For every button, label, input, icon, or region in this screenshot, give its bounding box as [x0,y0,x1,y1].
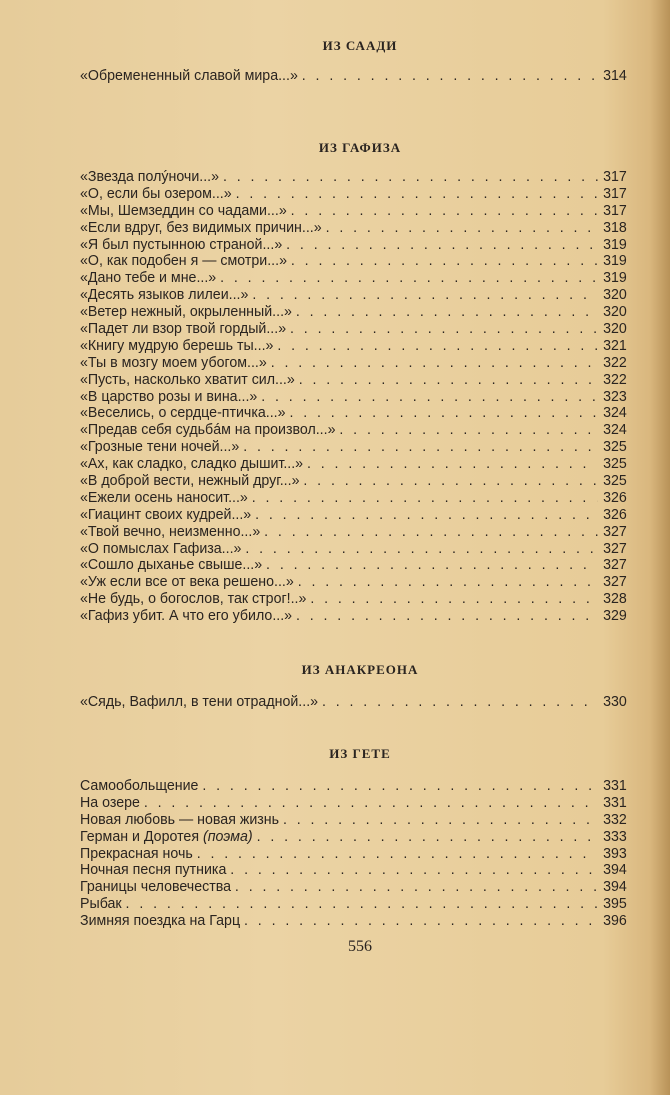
entry-title [80,338,277,355]
toc-entry [80,490,627,507]
entry-title [80,507,255,524]
entry-title [80,524,264,541]
toc-entry [80,913,627,930]
entry-note: (поэма) [202,828,253,845]
entry-title-text: Герман и Доротея [80,828,200,845]
dot-leader [252,490,597,507]
entry-title-text: «О, если бы озером...» [80,185,232,202]
entry-title-text: «В царство розы и вина...» [80,388,258,405]
dot-leader [283,812,597,829]
entry-page: 319 [603,236,627,253]
dot-leader [236,186,598,203]
entry-title [80,879,235,896]
entry-page: 327 [603,574,627,591]
dot-leader [261,389,597,406]
entry-title-text: «Твой вечно, неизменно...» [80,523,261,540]
toc-entry [80,389,627,406]
entry-page: 317 [603,185,627,202]
dot-leader [298,574,598,591]
entry-title-text: «Я был пустынною страной...» [80,236,283,253]
entry-page: 327 [603,540,627,557]
entry-title [80,68,302,85]
dot-leader [264,524,597,541]
entry-title-text: «Падет ли взор твой гордый...» [80,321,287,338]
toc-entry [80,896,627,913]
dot-leader [266,557,597,574]
dot-leader [296,304,597,321]
entry-page: 393 [603,845,627,862]
entry-title-text: «Книгу мудрую берешь ты...» [80,337,274,354]
entry-page: 320 [603,304,627,321]
entry-title [80,422,339,439]
entry-title-text: «Предав себя судьбáм на произвол...» [80,422,336,439]
entry-page: 329 [603,608,627,625]
entry-title-text: Прекрасная ночь [80,845,193,862]
toc-entry [80,778,627,795]
entry-page: 317 [603,202,627,219]
toc-list-anacreon [80,694,638,711]
entry-title [80,829,257,846]
entry-title [80,355,271,372]
entry-title [80,169,223,186]
toc-entry [80,795,627,812]
toc-entry [80,524,627,541]
dot-leader [286,237,597,254]
entry-title-text: «Мы, Шемзеддин со чадами...» [80,202,287,219]
entry-title [80,541,245,558]
dot-leader [252,287,597,304]
entry-page: 319 [603,253,627,270]
entry-title-text: «О помыслах Гафиза...» [80,540,242,557]
entry-page: 317 [603,169,627,185]
entry-page: 325 [603,439,627,456]
entry-title [80,203,291,220]
entry-title [80,574,298,591]
entry-title-text: Ночная песня путника [80,862,227,879]
entry-title [80,812,283,829]
dot-leader [326,220,598,237]
entry-page: 320 [603,287,627,304]
entry-title-text: «В доброй вести, нежный друг...» [80,473,300,490]
entry-title-text: «Обремененный славой мира...» [80,68,298,84]
entry-page: 327 [603,523,627,540]
entry-title-text: «Ты в мозгу моем убогом...» [80,354,267,371]
toc-entry [80,541,627,558]
section-heading: ИЗ СААДИ [322,38,398,53]
entry-page: 394 [603,879,627,896]
entry-title-text: «Ежели осень наносит...» [80,489,248,506]
dot-leader [310,591,597,608]
entry-title [80,186,236,203]
toc-list-goethe [80,778,638,930]
dot-leader [255,507,597,524]
entry-page: 318 [603,219,627,236]
toc-entry [80,253,627,270]
toc-entry [80,846,627,863]
entry-title-text: «Десять языков лилеи...» [80,287,249,304]
entry-title-text: «Не будь, о богослов, так строг!..» [80,591,307,608]
toc-entry [80,456,627,473]
toc-entry [80,507,627,524]
entry-title-text: «Грозные тени ночей...» [80,439,240,456]
entry-page: 319 [603,270,627,287]
section-heading: ИЗ ГАФИЗА [318,140,402,155]
entry-page: 324 [603,422,627,439]
toc-entry [80,422,627,439]
entry-title [80,473,303,490]
entry-title [80,287,252,304]
entry-title [80,862,230,879]
entry-title [80,237,286,254]
entry-page: 332 [603,811,627,828]
dot-leader [244,913,597,930]
entry-page: 321 [603,337,627,354]
toc-entry [80,220,627,237]
dot-leader [220,270,597,287]
toc-entry [80,237,627,254]
dot-leader [290,321,597,338]
entry-title [80,439,243,456]
toc-entry [80,812,627,829]
toc-entry [80,829,627,846]
entry-title-text: «Дано тебе и мне...» [80,270,217,287]
entry-title-text: «Ах, как сладко, сладко дышит...» [80,456,304,473]
dot-leader [223,169,597,186]
entry-title [80,405,289,422]
entry-page: 323 [603,388,627,405]
entry-title [80,490,252,507]
toc-entry [80,405,627,422]
section-heading: ИЗ ГЕТЕ [329,746,391,761]
entry-title [80,372,299,389]
entry-page: 324 [603,405,627,422]
dot-leader [197,846,598,863]
toc-entry [80,473,627,490]
entry-page: 333 [603,828,627,845]
entry-title-text: Зимняя поездка на Гарц [80,913,241,930]
dot-leader [291,253,597,270]
dot-leader [289,405,597,422]
entry-title [80,778,202,795]
entry-title [80,557,266,574]
page-number: 556 [348,938,372,955]
toc-entry [80,591,627,608]
entry-title [80,321,290,338]
toc-entry [80,372,627,389]
entry-title [80,220,326,237]
entry-title-text: «О, как подобен я — смотри...» [80,253,287,270]
toc-entry [80,862,627,879]
entry-title [80,694,322,711]
toc-list-saadi [80,68,638,85]
entry-title-text: Рыбак [80,896,122,913]
entry-title-text: Новая любовь — новая жизнь [80,811,280,828]
entry-title-text: «Пусть, насколько хватит сил...» [80,371,295,388]
dot-leader [202,778,597,795]
dot-leader [299,372,598,389]
entry-title-text: «Гафиз убит. А что его убило...» [80,608,293,625]
dot-leader [144,795,597,812]
entry-title-text: «Звезда полýночи...» [80,169,220,185]
entry-page: 325 [603,473,627,490]
toc-entry [80,608,627,625]
toc-entry [80,879,627,896]
entry-page: 331 [603,794,627,811]
toc-entry [80,574,627,591]
toc-entry [80,270,627,287]
dot-leader [302,68,597,85]
dot-leader [303,473,597,490]
entry-title [80,253,291,270]
entry-page: 320 [603,321,627,338]
entry-page: 330 [603,694,627,710]
entry-page: 326 [603,489,627,506]
entry-page: 328 [603,591,627,608]
toc-entry [80,68,627,85]
toc-entry [80,304,627,321]
entry-page: 331 [603,778,627,794]
dot-leader [296,608,597,625]
entry-title [80,795,144,812]
entry-title [80,608,296,625]
entry-title-text: Самообольщение [80,778,199,794]
entry-page: 325 [603,456,627,473]
dot-leader [322,694,597,711]
toc-entry [80,338,627,355]
entry-title [80,896,126,913]
entry-title-text: Границы человечества [80,879,232,896]
toc-entry [80,321,627,338]
dot-leader [277,338,597,355]
entry-title [80,304,296,321]
entry-title [80,389,261,406]
entry-title [80,591,310,608]
toc-entry [80,355,627,372]
toc-list-hafiz [80,169,638,625]
dot-leader [230,862,597,879]
toc-entry [80,557,627,574]
entry-title [80,456,307,473]
entry-title [80,913,244,930]
dot-leader [307,456,597,473]
entry-title-text: «Сядь, Вафилл, в тени отрадной...» [80,694,319,710]
entry-page: 322 [603,354,627,371]
dot-leader [243,439,597,456]
entry-title-text: «Гиацинт своих кудрей...» [80,506,252,523]
dot-leader [339,422,597,439]
entry-title-text: «Веселись, о сердце-птичка...» [80,405,286,422]
dot-leader [235,879,597,896]
dot-leader [291,203,598,220]
entry-page: 396 [603,913,627,930]
section-heading: ИЗ АНАКРЕОНА [301,662,419,677]
toc-entry [80,169,627,186]
entry-title-text: «Если вдруг, без видимых причин...» [80,219,322,236]
dot-leader [271,355,598,372]
dot-leader [257,829,598,846]
toc-entry [80,439,627,456]
entry-page: 326 [603,506,627,523]
entry-page: 322 [603,371,627,388]
toc-entry [80,186,627,203]
entry-title-text: «Сошло дыханье свыше...» [80,557,263,574]
entry-title-text: «Ветер нежный, окрыленный...» [80,304,292,321]
toc-entry [80,287,627,304]
entry-page: 327 [603,557,627,574]
entry-title [80,846,197,863]
entry-title-text: «Уж если все от века решено...» [80,574,294,591]
toc-entry [80,694,627,711]
entry-page: 314 [603,68,627,84]
dot-leader [126,896,598,913]
entry-title-text: На озере [80,794,140,811]
toc-entry [80,203,627,220]
entry-page: 394 [603,862,627,879]
dot-leader [245,541,597,558]
entry-page: 395 [603,896,627,913]
entry-title [80,270,220,287]
